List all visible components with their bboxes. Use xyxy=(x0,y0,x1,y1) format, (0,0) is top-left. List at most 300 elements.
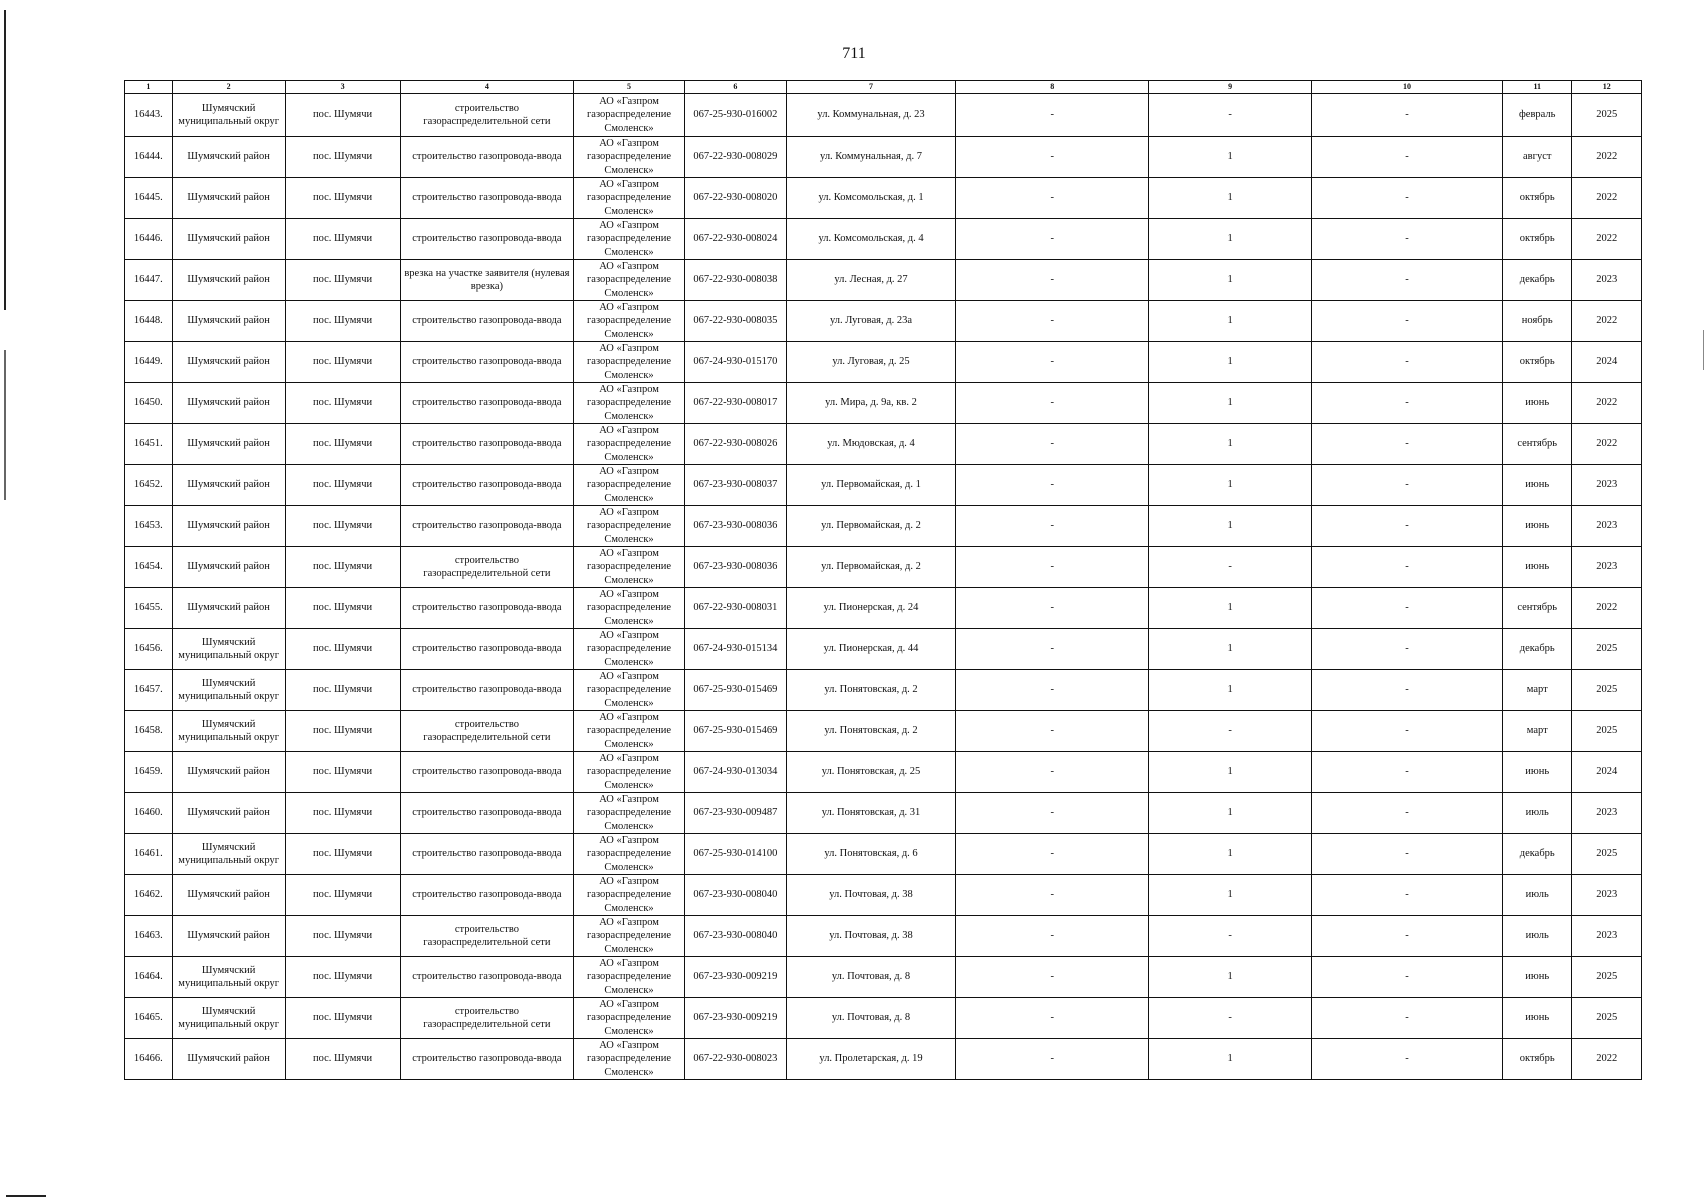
cell-settlement: пос. Шумячи xyxy=(285,178,400,219)
cell-address: ул. Почтовая, д. 38 xyxy=(786,875,955,916)
table-row xyxy=(125,1039,1642,1080)
cell-year: 2022 xyxy=(1572,1039,1642,1080)
cell-district: Шумячский муниципальный округ xyxy=(172,670,285,711)
cell-month: октябрь xyxy=(1503,178,1572,219)
cell-col10: - xyxy=(1312,916,1503,957)
cell-district: Шумячский район xyxy=(172,752,285,793)
cell-col10: - xyxy=(1312,424,1503,465)
cell-address: ул. Комсомольская, д. 4 xyxy=(786,219,955,260)
cell-work-type: строительство газопровода-ввода xyxy=(400,875,574,916)
cell-month: июль xyxy=(1503,875,1572,916)
cell-number: 16459. xyxy=(125,752,173,793)
table-row xyxy=(125,834,1642,875)
cell-address: ул. Пионерская, д. 24 xyxy=(786,588,955,629)
cell-number: 16450. xyxy=(125,383,173,424)
cell-code: 067-22-930-008024 xyxy=(684,219,786,260)
cell-month: сентябрь xyxy=(1503,424,1572,465)
cell-number: 16462. xyxy=(125,875,173,916)
cell-year: 2022 xyxy=(1572,424,1642,465)
cell-address: ул. Мюдовская, д. 4 xyxy=(786,424,955,465)
cell-settlement: пос. Шумячи xyxy=(285,629,400,670)
cell-col10: - xyxy=(1312,465,1503,506)
column-header: 1 xyxy=(125,81,173,94)
cell-month: июнь xyxy=(1503,957,1572,998)
column-header: 11 xyxy=(1503,81,1572,94)
cell-code: 067-22-930-008026 xyxy=(684,424,786,465)
cell-address: ул. Почтовая, д. 8 xyxy=(786,998,955,1039)
cell-organization: АО «Газпром газораспределение Смоленск» xyxy=(574,547,685,588)
cell-month: июнь xyxy=(1503,506,1572,547)
cell-year: 2025 xyxy=(1572,629,1642,670)
cell-col10: - xyxy=(1312,94,1503,137)
cell-settlement: пос. Шумячи xyxy=(285,506,400,547)
cell-code: 067-22-930-008017 xyxy=(684,383,786,424)
cell-address: ул. Коммунальная, д. 7 xyxy=(786,137,955,178)
cell-col10: - xyxy=(1312,752,1503,793)
cell-month: сентябрь xyxy=(1503,588,1572,629)
cell-work-type: строительство газопровода-ввода xyxy=(400,670,574,711)
table-row xyxy=(125,178,1642,219)
cell-year: 2023 xyxy=(1572,875,1642,916)
cell-col8: - xyxy=(956,465,1149,506)
cell-col10: - xyxy=(1312,547,1503,588)
cell-col9: 1 xyxy=(1149,793,1312,834)
cell-district: Шумячский муниципальный округ xyxy=(172,998,285,1039)
cell-organization: АО «Газпром газораспределение Смоленск» xyxy=(574,94,685,137)
cell-col9: 1 xyxy=(1149,383,1312,424)
table-row xyxy=(125,793,1642,834)
cell-number: 16465. xyxy=(125,998,173,1039)
cell-col10: - xyxy=(1312,834,1503,875)
cell-address: ул. Луговая, д. 25 xyxy=(786,342,955,383)
cell-organization: АО «Газпром газораспределение Смоленск» xyxy=(574,711,685,752)
cell-col10: - xyxy=(1312,219,1503,260)
cell-code: 067-22-930-008035 xyxy=(684,301,786,342)
scan-bottom-line xyxy=(6,1195,46,1197)
cell-col8: - xyxy=(956,629,1149,670)
cell-number: 16445. xyxy=(125,178,173,219)
cell-code: 067-24-930-015170 xyxy=(684,342,786,383)
cell-organization: АО «Газпром газораспределение Смоленск» xyxy=(574,1039,685,1080)
cell-col8: - xyxy=(956,342,1149,383)
table-row xyxy=(125,137,1642,178)
scan-edge-mark-right xyxy=(1703,330,1704,370)
table-row xyxy=(125,916,1642,957)
cell-settlement: пос. Шумячи xyxy=(285,752,400,793)
cell-month: декабрь xyxy=(1503,260,1572,301)
cell-address: ул. Коммунальная, д. 23 xyxy=(786,94,955,137)
cell-year: 2025 xyxy=(1572,957,1642,998)
cell-col8: - xyxy=(956,588,1149,629)
cell-work-type: строительство газопровода-ввода xyxy=(400,219,574,260)
column-header: 7 xyxy=(786,81,955,94)
cell-address: ул. Понятовская, д. 25 xyxy=(786,752,955,793)
cell-year: 2025 xyxy=(1572,834,1642,875)
cell-work-type: строительство газораспределительной сети xyxy=(400,94,574,137)
cell-settlement: пос. Шумячи xyxy=(285,711,400,752)
cell-organization: АО «Газпром газораспределение Смоленск» xyxy=(574,301,685,342)
cell-settlement: пос. Шумячи xyxy=(285,137,400,178)
cell-settlement: пос. Шумячи xyxy=(285,875,400,916)
cell-month: июнь xyxy=(1503,383,1572,424)
cell-district: Шумячский район xyxy=(172,588,285,629)
cell-code: 067-23-930-008040 xyxy=(684,875,786,916)
cell-code: 067-23-930-009219 xyxy=(684,957,786,998)
cell-col10: - xyxy=(1312,629,1503,670)
cell-district: Шумячский район xyxy=(172,1039,285,1080)
cell-district: Шумячский район xyxy=(172,875,285,916)
cell-organization: АО «Газпром газораспределение Смоленск» xyxy=(574,178,685,219)
cell-col10: - xyxy=(1312,301,1503,342)
cell-district: Шумячский район xyxy=(172,506,285,547)
cell-col8: - xyxy=(956,670,1149,711)
cell-code: 067-24-930-015134 xyxy=(684,629,786,670)
cell-year: 2022 xyxy=(1572,588,1642,629)
table-row xyxy=(125,875,1642,916)
cell-col9: 1 xyxy=(1149,465,1312,506)
cell-col8: - xyxy=(956,178,1149,219)
cell-settlement: пос. Шумячи xyxy=(285,998,400,1039)
cell-district: Шумячский район xyxy=(172,219,285,260)
cell-code: 067-25-930-015469 xyxy=(684,670,786,711)
cell-month: март xyxy=(1503,711,1572,752)
cell-settlement: пос. Шумячи xyxy=(285,342,400,383)
cell-work-type: строительство газопровода-ввода xyxy=(400,629,574,670)
cell-organization: АО «Газпром газораспределение Смоленск» xyxy=(574,670,685,711)
cell-district: Шумячский муниципальный округ xyxy=(172,629,285,670)
cell-settlement: пос. Шумячи xyxy=(285,260,400,301)
cell-number: 16457. xyxy=(125,670,173,711)
cell-code: 067-22-930-008029 xyxy=(684,137,786,178)
cell-col10: - xyxy=(1312,957,1503,998)
cell-col8: - xyxy=(956,1039,1149,1080)
cell-year: 2023 xyxy=(1572,793,1642,834)
cell-settlement: пос. Шумячи xyxy=(285,834,400,875)
cell-col8: - xyxy=(956,916,1149,957)
cell-address: ул. Первомайская, д. 1 xyxy=(786,465,955,506)
cell-code: 067-23-930-009219 xyxy=(684,998,786,1039)
cell-district: Шумячский район xyxy=(172,793,285,834)
table-row xyxy=(125,94,1642,137)
cell-col10: - xyxy=(1312,506,1503,547)
cell-month: октябрь xyxy=(1503,1039,1572,1080)
cell-work-type: строительство газопровода-ввода xyxy=(400,301,574,342)
cell-number: 16452. xyxy=(125,465,173,506)
column-header: 2 xyxy=(172,81,285,94)
cell-address: ул. Понятовская, д. 2 xyxy=(786,670,955,711)
cell-address: ул. Первомайская, д. 2 xyxy=(786,547,955,588)
cell-work-type: строительство газораспределительной сети xyxy=(400,547,574,588)
cell-col10: - xyxy=(1312,588,1503,629)
cell-code: 067-22-930-008031 xyxy=(684,588,786,629)
cell-number: 16461. xyxy=(125,834,173,875)
cell-col8: - xyxy=(956,424,1149,465)
cell-col10: - xyxy=(1312,670,1503,711)
cell-col10: - xyxy=(1312,1039,1503,1080)
cell-month: февраль xyxy=(1503,94,1572,137)
cell-col10: - xyxy=(1312,342,1503,383)
cell-settlement: пос. Шумячи xyxy=(285,957,400,998)
cell-col9: 1 xyxy=(1149,834,1312,875)
cell-district: Шумячский район xyxy=(172,916,285,957)
cell-district: Шумячский муниципальный округ xyxy=(172,834,285,875)
cell-organization: АО «Газпром газораспределение Смоленск» xyxy=(574,383,685,424)
cell-number: 16447. xyxy=(125,260,173,301)
cell-col9: - xyxy=(1149,94,1312,137)
cell-month: июнь xyxy=(1503,998,1572,1039)
cell-col9: - xyxy=(1149,547,1312,588)
cell-number: 16458. xyxy=(125,711,173,752)
cell-district: Шумячский район xyxy=(172,137,285,178)
cell-col10: - xyxy=(1312,998,1503,1039)
cell-year: 2024 xyxy=(1572,342,1642,383)
cell-settlement: пос. Шумячи xyxy=(285,547,400,588)
cell-col8: - xyxy=(956,998,1149,1039)
cell-organization: АО «Газпром газораспределение Смоленск» xyxy=(574,998,685,1039)
cell-col9: 1 xyxy=(1149,957,1312,998)
cell-work-type: строительство газопровода-ввода xyxy=(400,424,574,465)
cell-col9: 1 xyxy=(1149,301,1312,342)
cell-number: 16456. xyxy=(125,629,173,670)
cell-settlement: пос. Шумячи xyxy=(285,670,400,711)
cell-code: 067-22-930-008038 xyxy=(684,260,786,301)
header-row xyxy=(125,81,1642,94)
cell-code: 067-23-930-008036 xyxy=(684,547,786,588)
cell-code: 067-22-930-008020 xyxy=(684,178,786,219)
cell-col8: - xyxy=(956,834,1149,875)
table-row xyxy=(125,752,1642,793)
scan-edge-mark xyxy=(4,350,6,500)
table-row xyxy=(125,465,1642,506)
cell-code: 067-23-930-008040 xyxy=(684,916,786,957)
table-row xyxy=(125,711,1642,752)
cell-code: 067-23-930-009487 xyxy=(684,793,786,834)
cell-col9: 1 xyxy=(1149,588,1312,629)
table-row xyxy=(125,588,1642,629)
cell-number: 16444. xyxy=(125,137,173,178)
cell-col9: 1 xyxy=(1149,260,1312,301)
cell-year: 2023 xyxy=(1572,260,1642,301)
column-header: 4 xyxy=(400,81,574,94)
cell-col8: - xyxy=(956,875,1149,916)
cell-col9: 1 xyxy=(1149,137,1312,178)
cell-year: 2023 xyxy=(1572,465,1642,506)
cell-work-type: строительство газопровода-ввода xyxy=(400,383,574,424)
cell-year: 2023 xyxy=(1572,547,1642,588)
cell-address: ул. Понятовская, д. 6 xyxy=(786,834,955,875)
cell-col8: - xyxy=(956,711,1149,752)
cell-work-type: строительство газопровода-ввода xyxy=(400,1039,574,1080)
cell-settlement: пос. Шумячи xyxy=(285,588,400,629)
registry-table xyxy=(124,80,1642,1080)
table-row xyxy=(125,424,1642,465)
cell-organization: АО «Газпром газораспределение Смоленск» xyxy=(574,916,685,957)
cell-address: ул. Пролетарская, д. 19 xyxy=(786,1039,955,1080)
cell-col8: - xyxy=(956,94,1149,137)
cell-number: 16443. xyxy=(125,94,173,137)
cell-number: 16463. xyxy=(125,916,173,957)
cell-col9: 1 xyxy=(1149,506,1312,547)
table-row xyxy=(125,998,1642,1039)
cell-organization: АО «Газпром газораспределение Смоленск» xyxy=(574,260,685,301)
cell-month: июль xyxy=(1503,793,1572,834)
cell-address: ул. Луговая, д. 23а xyxy=(786,301,955,342)
cell-number: 16451. xyxy=(125,424,173,465)
cell-col8: - xyxy=(956,547,1149,588)
cell-organization: АО «Газпром газораспределение Смоленск» xyxy=(574,588,685,629)
cell-year: 2023 xyxy=(1572,916,1642,957)
cell-month: июнь xyxy=(1503,752,1572,793)
cell-organization: АО «Газпром газораспределение Смоленск» xyxy=(574,424,685,465)
cell-month: март xyxy=(1503,670,1572,711)
cell-col9: 1 xyxy=(1149,1039,1312,1080)
cell-work-type: строительство газопровода-ввода xyxy=(400,834,574,875)
cell-organization: АО «Газпром газораспределение Смоленск» xyxy=(574,875,685,916)
cell-month: октябрь xyxy=(1503,219,1572,260)
cell-work-type: строительство газопровода-ввода xyxy=(400,752,574,793)
cell-organization: АО «Газпром газораспределение Смоленск» xyxy=(574,793,685,834)
cell-col9: - xyxy=(1149,998,1312,1039)
table-row xyxy=(125,219,1642,260)
cell-organization: АО «Газпром газораспределение Смоленск» xyxy=(574,219,685,260)
cell-number: 16448. xyxy=(125,301,173,342)
column-header: 5 xyxy=(574,81,685,94)
cell-month: август xyxy=(1503,137,1572,178)
cell-month: декабрь xyxy=(1503,834,1572,875)
column-header: 6 xyxy=(684,81,786,94)
cell-district: Шумячский район xyxy=(172,342,285,383)
cell-settlement: пос. Шумячи xyxy=(285,1039,400,1080)
cell-district: Шумячский муниципальный округ xyxy=(172,711,285,752)
cell-work-type: строительство газопровода-ввода xyxy=(400,465,574,506)
cell-work-type: строительство газопровода-ввода xyxy=(400,506,574,547)
cell-district: Шумячский муниципальный округ xyxy=(172,957,285,998)
cell-district: Шумячский муниципальный округ xyxy=(172,94,285,137)
cell-number: 16453. xyxy=(125,506,173,547)
cell-district: Шумячский район xyxy=(172,547,285,588)
cell-year: 2022 xyxy=(1572,301,1642,342)
table-row xyxy=(125,301,1642,342)
column-header: 8 xyxy=(956,81,1149,94)
cell-address: ул. Мира, д. 9а, кв. 2 xyxy=(786,383,955,424)
cell-work-type: строительство газораспределительной сети xyxy=(400,916,574,957)
table-row xyxy=(125,670,1642,711)
cell-code: 067-25-930-016002 xyxy=(684,94,786,137)
cell-code: 067-23-930-008037 xyxy=(684,465,786,506)
cell-district: Шумячский район xyxy=(172,383,285,424)
cell-number: 16464. xyxy=(125,957,173,998)
cell-address: ул. Комсомольская, д. 1 xyxy=(786,178,955,219)
cell-col9: - xyxy=(1149,916,1312,957)
cell-col9: - xyxy=(1149,711,1312,752)
table-row xyxy=(125,506,1642,547)
cell-work-type: строительство газопровода-ввода xyxy=(400,793,574,834)
cell-col9: 1 xyxy=(1149,424,1312,465)
cell-organization: АО «Газпром газораспределение Смоленск» xyxy=(574,957,685,998)
cell-district: Шумячский район xyxy=(172,301,285,342)
cell-district: Шумячский район xyxy=(172,424,285,465)
cell-organization: АО «Газпром газораспределение Смоленск» xyxy=(574,137,685,178)
cell-year: 2023 xyxy=(1572,506,1642,547)
cell-col9: 1 xyxy=(1149,178,1312,219)
cell-col10: - xyxy=(1312,793,1503,834)
cell-organization: АО «Газпром газораспределение Смоленск» xyxy=(574,465,685,506)
table-row xyxy=(125,629,1642,670)
cell-number: 16454. xyxy=(125,547,173,588)
cell-address: ул. Пионерская, д. 44 xyxy=(786,629,955,670)
cell-number: 16455. xyxy=(125,588,173,629)
column-header: 9 xyxy=(1149,81,1312,94)
cell-settlement: пос. Шумячи xyxy=(285,94,400,137)
cell-settlement: пос. Шумячи xyxy=(285,383,400,424)
cell-organization: АО «Газпром газораспределение Смоленск» xyxy=(574,834,685,875)
cell-col10: - xyxy=(1312,260,1503,301)
cell-code: 067-24-930-013034 xyxy=(684,752,786,793)
cell-work-type: строительство газопровода-ввода xyxy=(400,588,574,629)
cell-col9: 1 xyxy=(1149,670,1312,711)
cell-col8: - xyxy=(956,301,1149,342)
column-header: 10 xyxy=(1312,81,1503,94)
table-row xyxy=(125,957,1642,998)
cell-settlement: пос. Шумячи xyxy=(285,793,400,834)
cell-col10: - xyxy=(1312,875,1503,916)
cell-organization: АО «Газпром газораспределение Смоленск» xyxy=(574,752,685,793)
cell-settlement: пос. Шумячи xyxy=(285,424,400,465)
cell-code: 067-25-930-014100 xyxy=(684,834,786,875)
table-row xyxy=(125,342,1642,383)
cell-work-type: врезка на участке заявителя (нулевая врезка) xyxy=(400,260,574,301)
cell-code: 067-23-930-008036 xyxy=(684,506,786,547)
cell-year: 2022 xyxy=(1572,178,1642,219)
cell-code: 067-22-930-008023 xyxy=(684,1039,786,1080)
cell-col8: - xyxy=(956,137,1149,178)
cell-year: 2022 xyxy=(1572,219,1642,260)
cell-number: 16466. xyxy=(125,1039,173,1080)
cell-col10: - xyxy=(1312,137,1503,178)
table-body xyxy=(125,94,1642,1080)
cell-organization: АО «Газпром газораспределение Смоленск» xyxy=(574,506,685,547)
cell-month: декабрь xyxy=(1503,629,1572,670)
cell-col10: - xyxy=(1312,178,1503,219)
cell-district: Шумячский район xyxy=(172,260,285,301)
cell-work-type: строительство газопровода-ввода xyxy=(400,178,574,219)
cell-settlement: пос. Шумячи xyxy=(285,916,400,957)
cell-number: 16460. xyxy=(125,793,173,834)
cell-col9: 1 xyxy=(1149,752,1312,793)
cell-month: июнь xyxy=(1503,465,1572,506)
cell-col10: - xyxy=(1312,383,1503,424)
cell-address: ул. Лесная, д. 27 xyxy=(786,260,955,301)
cell-col8: - xyxy=(956,383,1149,424)
cell-month: октябрь xyxy=(1503,342,1572,383)
cell-district: Шумячский район xyxy=(172,465,285,506)
table-row xyxy=(125,383,1642,424)
cell-address: ул. Почтовая, д. 38 xyxy=(786,916,955,957)
cell-work-type: строительство газораспределительной сети xyxy=(400,711,574,752)
cell-work-type: строительство газораспределительной сети xyxy=(400,998,574,1039)
cell-district: Шумячский район xyxy=(172,178,285,219)
cell-year: 2025 xyxy=(1572,94,1642,137)
cell-code: 067-25-930-015469 xyxy=(684,711,786,752)
column-header: 12 xyxy=(1572,81,1642,94)
cell-col8: - xyxy=(956,219,1149,260)
cell-month: июнь xyxy=(1503,547,1572,588)
page-number: 711 xyxy=(842,45,866,62)
cell-col9: 1 xyxy=(1149,342,1312,383)
cell-address: ул. Понятовская, д. 2 xyxy=(786,711,955,752)
cell-organization: АО «Газпром газораспределение Смоленск» xyxy=(574,342,685,383)
cell-month: июль xyxy=(1503,916,1572,957)
